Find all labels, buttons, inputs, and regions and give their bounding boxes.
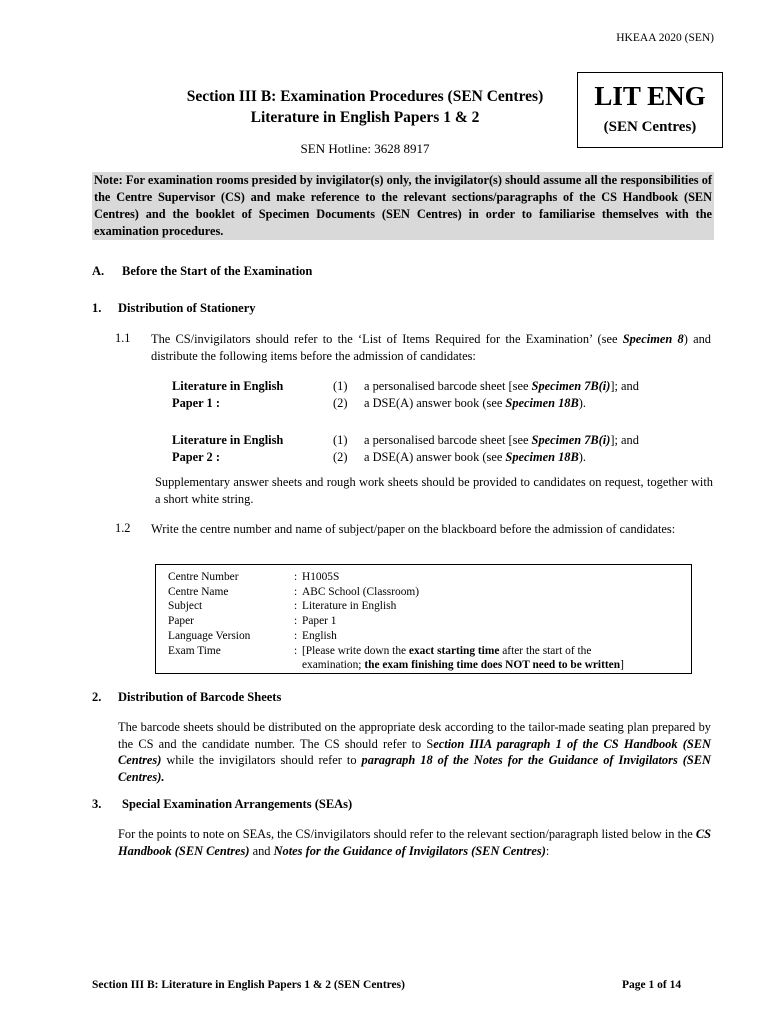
- paper-1-item-1-spec: Specimen 7B(i): [531, 379, 611, 393]
- section-2-heading: [92, 690, 281, 705]
- section-3-text-b: and: [249, 843, 274, 858]
- paper-2-items: [172, 432, 639, 465]
- paper-1-items: [172, 378, 639, 411]
- specimen-8-ref: Specimen 8: [622, 332, 684, 346]
- board-label: Exam Time: [168, 644, 221, 657]
- paper-1-item-1: [364, 378, 639, 395]
- board-label: Centre Number: [168, 571, 239, 583]
- note-box: Note: For examination rooms presided by invigilator(s) only, the invigilator(s) should assume all the responsibilities of the Centre Supervisor (CS) and make reference to the relevant sections/paragraphs of the CS Handbook (SEN Centres) and the booklet of Specimen Documents (SEN Centres) in order to familiarise themselves with the examination procedures.: [94, 173, 712, 238]
- exam-time-c: after the start of the: [499, 644, 592, 657]
- section-2-text-a: The barcode sheets should be distributed on the appropriate desk according to the tailor-made seating plan prepared by the CS and the candidate number. The CS should refer to S: [118, 720, 711, 751]
- section-a-heading: [92, 264, 312, 279]
- table-row: [168, 599, 624, 614]
- board-colon: :: [294, 571, 298, 583]
- paper-2-item-1-a: a personalised barcode sheet [see: [364, 433, 532, 447]
- paper-2-item-1: [364, 432, 639, 449]
- paper-1-item-2-spec: Specimen 18B: [505, 395, 579, 410]
- section-3-ref-1: CS Handbook (SEN Centres): [118, 827, 711, 858]
- board-value: H1005S: [302, 571, 340, 583]
- section-2-text: [118, 719, 711, 785]
- section-3-heading: [92, 797, 352, 812]
- board-colon: :: [294, 600, 298, 613]
- board-value: Literature in English: [302, 600, 397, 613]
- subject-badge: [577, 72, 723, 148]
- section-1-title: Distribution of Stationery: [118, 301, 256, 315]
- section-3-ref-2: Notes for the Guidance of Invigilators (SEN Centres): [273, 843, 546, 858]
- board-colon: :: [294, 629, 298, 642]
- paper-1-item-2: [364, 395, 639, 412]
- notes-guidance-ref: paragraph 18 of the Notes for the Guidance of Invigilators (SEN Centres).: [118, 753, 711, 784]
- para-1-1-text-a: The CS/invigilators should refer to the ‘List of Items Required for the Examination’ (see: [151, 332, 623, 346]
- table-row: [168, 629, 624, 644]
- paper-1-label-2: Paper 1 :: [172, 395, 220, 410]
- section-3-text-c: :: [545, 843, 550, 858]
- paper-2-item-2-num: (2): [333, 449, 348, 464]
- para-1-1: [151, 331, 711, 364]
- board-label: Subject: [168, 600, 203, 613]
- paper-2-item-2-spec: Specimen 18B: [505, 449, 579, 464]
- board-value: English: [302, 629, 337, 642]
- para-1-2-num: 1.2: [115, 521, 131, 535]
- paper-2-item-2-b: ).: [578, 449, 586, 464]
- paper-1-item-1-b: ]; and: [610, 379, 639, 393]
- paper-2-item-2: [364, 449, 639, 466]
- exam-time-f: ]: [620, 659, 624, 672]
- cs-handbook-ref: ection IIIA paragraph 1 of the CS Handbook (SEN Centres): [118, 736, 711, 767]
- blackboard-table: [168, 570, 624, 673]
- title-line-2: Literature in English Papers 1 & 2: [250, 109, 480, 126]
- exam-time-a: [Please write down the: [302, 644, 409, 657]
- paper-1-item-1-a: a personalised barcode sheet [see: [364, 379, 532, 393]
- footer-title: Section III B: Literature in English Papers 1 & 2 (SEN Centres): [92, 979, 405, 991]
- title-line-1: Section III B: Examination Procedures (SEN Centres): [186, 88, 544, 105]
- paper-1-item-2-a: a DSE(A) answer book (see: [364, 395, 506, 410]
- section-3-text: [118, 826, 711, 859]
- board-colon: :: [294, 644, 298, 657]
- table-row: [168, 614, 624, 629]
- board-colon: :: [294, 615, 298, 628]
- table-row: [168, 585, 624, 600]
- section-a-num: A.: [92, 264, 105, 278]
- section-2-title: Distribution of Barcode Sheets: [118, 690, 282, 704]
- board-colon: :: [294, 585, 298, 598]
- table-row: [168, 644, 624, 673]
- section-2-text-b: while the invigilators should refer to: [161, 753, 362, 767]
- paper-2-item-2-a: a DSE(A) answer book (see: [364, 449, 506, 464]
- paper-2-item-1-num: (1): [333, 433, 348, 447]
- board-label: Paper: [168, 615, 194, 628]
- board-value: Paper 1: [302, 615, 337, 628]
- paper-2-item-1-b: ]; and: [610, 433, 639, 447]
- section-3-num: 3.: [92, 797, 102, 811]
- paper-1-item-1-num: (1): [333, 379, 348, 393]
- section-3-title: Special Examination Arrangements (SEAs): [122, 797, 353, 811]
- paper-1-label-1: Literature in English: [172, 379, 284, 393]
- section-2-num: 2.: [92, 690, 102, 704]
- paper-1-item-2-b: ).: [578, 395, 586, 410]
- board-value: ABC School (Classroom): [302, 585, 420, 598]
- section-1-num: 1.: [92, 301, 102, 315]
- paper-1-item-2-num: (2): [333, 395, 348, 410]
- badge-sub: (SEN Centres): [603, 119, 697, 135]
- paper-2-item-1-spec: Specimen 7B(i): [531, 433, 611, 447]
- blackboard-box: [155, 564, 692, 674]
- page-title: [120, 86, 610, 128]
- exam-time-e: the exam finishing time does NOT need to be written: [364, 659, 621, 672]
- paper-2-label-2: Paper 2 :: [172, 449, 220, 464]
- para-1-1-num: 1.1: [115, 331, 131, 345]
- para-1-1-text-b: ) and distribute the following items before the admission of candidates:: [151, 332, 711, 363]
- section-1-heading: [92, 301, 256, 316]
- table-row: [168, 570, 624, 585]
- supplementary-text: Supplementary answer sheets and rough work sheets should be provided to candidates on request, together with a short white string.: [155, 475, 713, 506]
- paper-2-label-1: Literature in English: [172, 433, 284, 447]
- section-3-text-a: For the points to note on SEAs, the CS/invigilators should refer to the relevant section/paragraph listed below in the: [118, 827, 696, 841]
- section-a-title: Before the Start of the Examination: [122, 264, 313, 278]
- badge-main: LIT ENG: [594, 81, 706, 111]
- exam-time-b: exact starting time: [408, 644, 500, 657]
- board-label: Centre Name: [168, 585, 229, 598]
- page-number: Page 1 of 14: [622, 979, 682, 991]
- board-label: Language Version: [168, 629, 251, 642]
- exam-time-d: examination;: [302, 659, 365, 672]
- header-reference: HKEAA 2020 (SEN): [616, 32, 714, 44]
- hotline: SEN Hotline: 3628 8917: [300, 141, 430, 156]
- exam-time-value: [302, 644, 624, 673]
- para-1-2: Write the centre number and name of subject/paper on the blackboard before the admission of candidates:: [151, 522, 676, 536]
